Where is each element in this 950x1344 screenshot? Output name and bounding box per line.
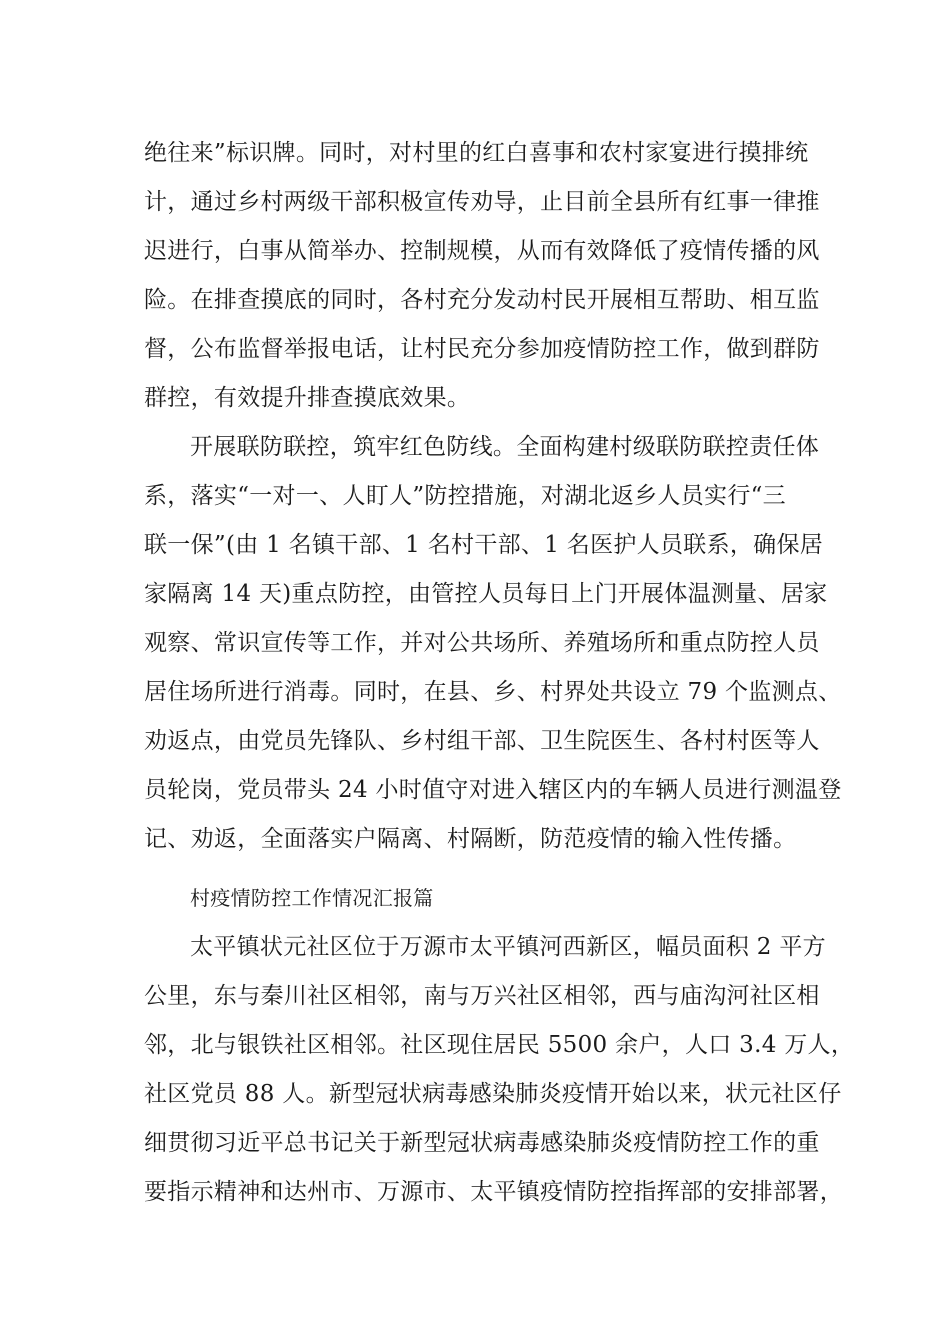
text-line: 邻，北与银铁社区相邻。社区现住居民 5500 余户，人口 3.4 万人，	[144, 1032, 855, 1058]
text-line: 员轮岗，党员带头 24 小时值守对进入辖区内的车辆人员进行测温登	[144, 777, 842, 803]
text-line: 群控，有效提升排查摸底效果。	[144, 385, 471, 411]
text-line: 迟进行，白事从简举办、控制规模，从而有效降低了疫情传播的风	[144, 238, 820, 264]
text-line: 居住场所进行消毒。同时，在县、乡、村界处共设立 79 个监测点、	[144, 679, 842, 705]
text-line: 督，公布监督举报电话，让村民充分参加疫情防控工作，做到群防	[144, 336, 820, 362]
text-line: 家隔离 14 天)重点防控，由管控人员每日上门开展体温测量、居家	[144, 581, 828, 607]
text-line: 计，通过乡村两级干部积极宣传劝导，止目前全县所有红事一律推	[144, 189, 820, 215]
text-line: 公里，东与秦川社区相邻，南与万兴社区相邻，西与庙沟河社区相	[144, 983, 820, 1009]
text-line: 记、劝返，全面落实户隔离、村隔断，防范疫情的输入性传播。	[144, 826, 797, 852]
text-line: 细贯彻习近平总书记关于新型冠状病毒感染肺炎疫情防控工作的重	[144, 1130, 820, 1156]
paragraph-first-line: 开展联防联控，筑牢红色防线。全面构建村级联防联控责任体	[190, 434, 820, 460]
text-line: 绝往来”标识牌。同时，对村里的红白喜事和农村家宴进行摸排统	[144, 140, 809, 166]
section-heading: 村疫情防控工作情况汇报篇	[190, 886, 434, 910]
text-line: 联一保”(由 1 名镇干部、1 名村干部、1 名医护人员联系，确保居	[144, 532, 824, 558]
text-line: 险。在排查摸底的同时，各村充分发动村民开展相互帮助、相互监	[144, 287, 820, 313]
text-line: 社区党员 88 人。新型冠状病毒感染肺炎疫情开始以来，状元社区仔	[144, 1081, 842, 1107]
text-line: 系，落实“一对一、人盯人”防控措施，对湖北返乡人员实行“三	[144, 483, 786, 509]
text-line: 要指示精神和达州市、万源市、太平镇疫情防控指挥部的安排部署，	[144, 1179, 843, 1205]
text-line: 劝返点，由党员先锋队、乡村组干部、卫生院医生、各村村医等人	[144, 728, 820, 754]
paragraph-first-line: 太平镇状元社区位于万源市太平镇河西新区，幅员面积 2 平方	[190, 934, 826, 960]
text-line: 观察、常识宣传等工作，并对公共场所、养殖场所和重点防控人员	[144, 630, 820, 656]
